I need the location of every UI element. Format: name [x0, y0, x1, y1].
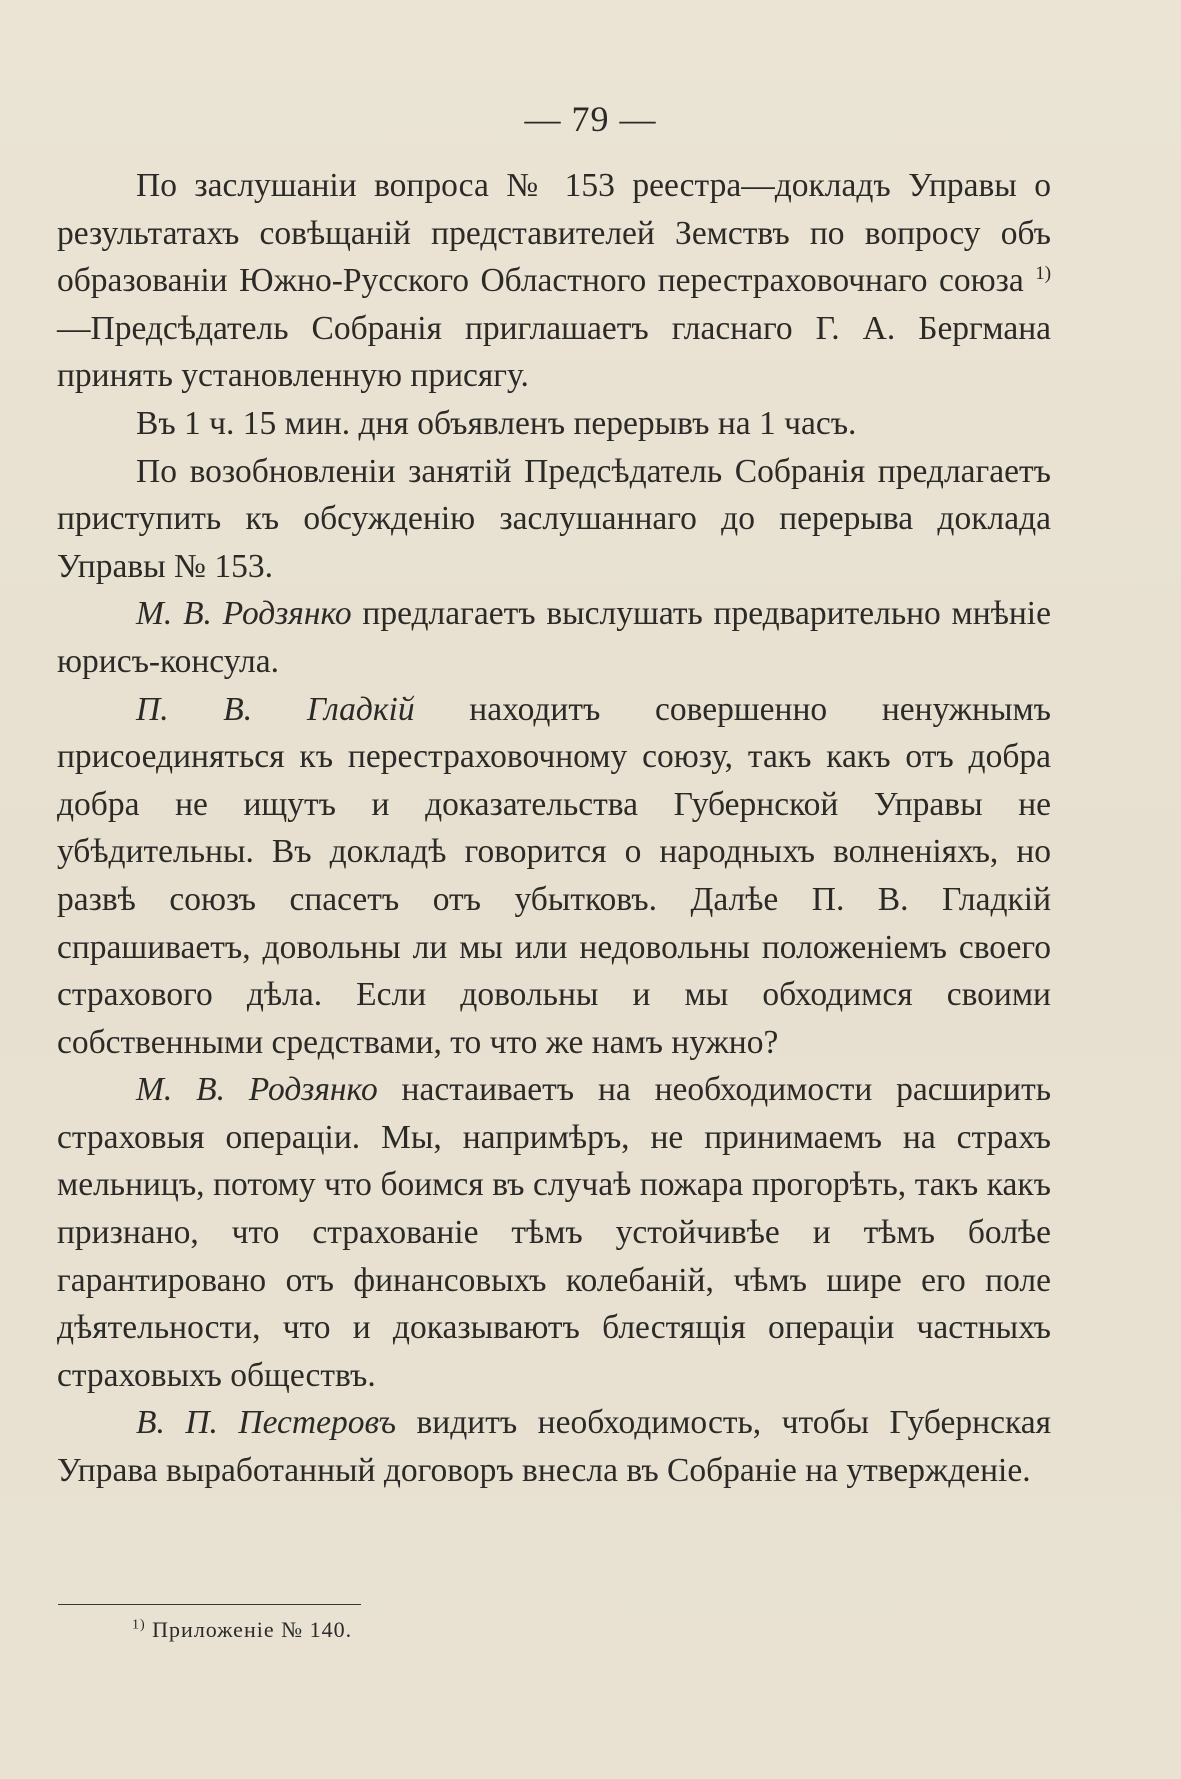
paragraph-text: —Предсѣдатель Собранія приглашаетъ гласнаго Г. А. Бергмана принять установленную присягу.: [57, 309, 1051, 395]
paragraph: [57, 1399, 1051, 1494]
paragraph-text: видитъ необходимость, чтобы Губернская Управа выработанный договоръ внесла въ Собраніе на утвержденіе.: [57, 1404, 1051, 1490]
paragraph-text: По заслушаніи вопроса № 153 реестра—докладъ Управы о результатахъ совѣщаній представителей Земствъ по вопросу объ образованіи Южно-Русского Областного перестраховочнаго союза: [57, 167, 1051, 300]
paragraph: [57, 400, 1051, 448]
footnote-text: Приложеніе № 140.: [152, 1617, 353, 1642]
paragraph-text: предлагаетъ выслушать предварительно мнѣніе юрисъ-консула.: [57, 595, 1051, 680]
speaker-name: М. В. Родзянко: [136, 595, 352, 633]
speaker-name: В. П. Пестеровъ: [136, 1404, 396, 1442]
footnote-marker: 1): [1035, 263, 1052, 285]
paragraph-text: По возобновленіи занятій Предсѣдатель Собранія предлагаетъ приступить къ обсужденію заслушаннаго до перерыва доклада Управы № 153.: [57, 452, 1051, 585]
speaker-name: П. В. Гладкій: [136, 690, 415, 728]
paragraph-text: Въ 1 ч. 15 мин. дня объявленъ перерывъ на 1 часъ.: [136, 404, 857, 442]
paragraph-text: настаиваетъ на необходимости расширить страховыя операціи. Мы, напримѣръ, не принимаемъ на страхъ мельницъ, потому что боимся въ случаѣ пожара прогорѣть, такъ какъ признано, что страхованіе тѣмъ устойчивѣе и тѣмъ болѣе гарантировано отъ финансовыхъ колебаній, чѣмъ шире его поле дѣятельности, что и доказываютъ блестящія операціи частныхъ страховыхъ обществъ.: [57, 1071, 1051, 1394]
footnote-divider: [58, 1604, 361, 1605]
paragraph-text: находитъ совершенно ненужнымъ присоединяться къ перестраховочному союзу, такъ какъ отъ добра добра не ищутъ и доказательства Губернской Управы не убѣдительны. Въ докладѣ говорится о народныхъ волненіяхъ, но развѣ союзъ спасетъ отъ убытковъ. Далѣе П. В. Гладкій спрашиваетъ, довольны ли мы или недовольны положеніемъ своего страхового дѣла. Если довольны и мы обходимся своими собственными средствами, то что же намъ нужно?: [57, 690, 1051, 1061]
paragraph: [57, 162, 1051, 400]
footnote-mark: 1): [132, 1617, 146, 1633]
paragraph: [57, 448, 1051, 591]
page-number: — 79 —: [524, 99, 657, 139]
footnote: [132, 1617, 352, 1643]
paragraph: [57, 686, 1051, 1067]
paragraph: [57, 590, 1051, 685]
speaker-name: М. В. Родзянко: [136, 1071, 378, 1109]
main-text: [57, 162, 1051, 1495]
paragraph: [57, 1066, 1051, 1399]
